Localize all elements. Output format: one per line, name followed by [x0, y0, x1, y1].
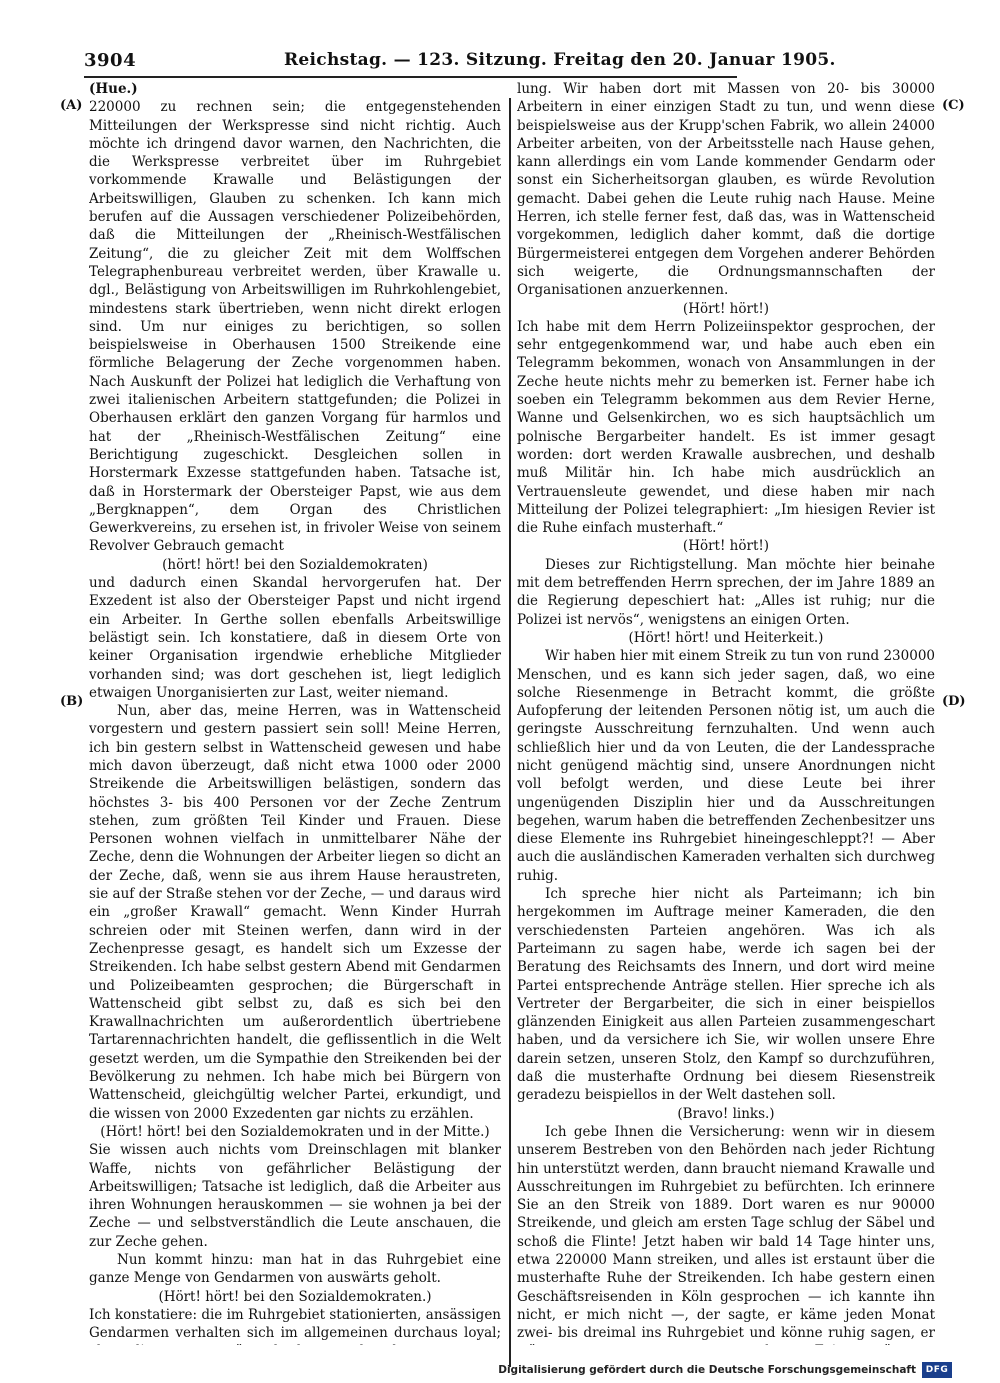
- margin-mark-c: (C): [942, 98, 965, 113]
- speaker-name: (Hue.): [89, 81, 138, 97]
- paragraph: Ich gebe Ihnen die Versicherung: wenn wir in diesem unserem Bestreben von den Behörden nach jeder Richtung hin unterstützt werden, dann braucht niemand Krawalle und Ausschreitungen im Ruhrgebiet zu befürchten. Ich erinnere Sie an den Streik von 1889. Dort waren es nur 90000 Streikende, und gleich am ersten Tage schlug der Säbel und schoß die Flinte! Jetzt haben wir bald 14 Tage hinter uns, etwa 220000 Mann streiken, und alles ist erstaunt über die musterhafte Ruhe der Streikenden. Ich habe gestern einen Geschäftsreisenden in Köln gesprochen — ich kannte ihn nicht, er mich nicht —, der sagte, er käme jeden Monat zwei- bis dreimal ins Ruhrgebiet und könne ruhig sagen, er: [517, 1123, 935, 1342]
- running-head: Reichstag. — 123. Sitzung. Freitag den 20. Januar 1905.: [284, 50, 836, 70]
- paragraph: Ich spreche hier nicht als Parteimann; ich bin hergekommen im Auftrage meiner Kameraden, die den verschiedensten Parteien angehören. Was ich als Parteimann zu sagen habe, werde ich sagen bei der Beratung des Reichsamts des Innern, und dort wird meine Partei entsprechende Anträge stellen. Hier spreche ich als Vertreter der Bergarbeiter, die sich in einer beispiellos glänzenden Einigkeit aus allen Parteien zusammengeschart haben, und da versichere ich Sie, wir wollen unsere Ehre darein setzen, unseren Stolz, den Kampf so durchzuführen, daß die musterhafte Ordnung bei diesem Riesenstreik geradezu beispiellos in der Welt dastehen soll.: [517, 886, 935, 1104]
- header-rule: [84, 76, 737, 78]
- interjection: (Hört! hört! und Heiterkeit.): [628, 629, 824, 646]
- paragraph: Ich konstatiere: die im Ruhrgebiet stationierten, ansässigen Gendarmen verhalten sich im allgemeinen durchaus loyal;: [89, 1306, 501, 1342]
- paragraph: und dadurch einen Skandal hervorgerufen hat. Der Exzedent ist also der Obersteiger Papst und nicht irgend ein Arbeiter. In Gerthe sollen ebenfalls Arbeitswillige belästigt sein. Ich konstatiere, daß in diesem Orte von keiner Organisation irgendwie erhebliche Mitglieder vorhanden sind; was dort geschehen ist, liegt lediglich etwaigen Unorganisierten zur Last, weiter niemand.: [89, 575, 501, 701]
- paragraph: lung. Wir haben dort mit Massen von 20- bis 30000 Arbeitern in einer einzigen Stadt zu tun, und wenn diese beispielsweise aus der Krupp'schen Fabrik, wo allein 24000 Arbeiter arbeiten, von der Arbeitsstelle nach Hause gehen, kann allerdings ein vom Lande kommender Gendarm oder sonst ein Sicherheitsorgan glauben, es würde Revolution gemacht. Dabei gehen die Leute ruhig nach Hause. Meine Herren, ich stelle ferner fest, daß das, was in Wattenscheid vorgekommen, lediglich daher kommt, daß die dortige Bürgermeisterei entgegen dem Vorgehen anderer Behörden sich weigerte, die Ordnungsmannschaften der Organisationen anzuerkennen.: [517, 81, 935, 299]
- interjection: (Hört! hört!): [682, 300, 770, 317]
- paragraph: 220000 zu rechnen sein; die entgegenstehenden Mitteilungen der Werkspresse sind nicht richtig. Auch möchte ich dringend davor warnen, den Nachrichten, die die Werkspresse verbreitet über im Ruhrgebiet vorkommende Krawalle und Belästigungen der Arbeitswilligen, Glauben zu schenken. Ich kann mich berufen auf die Aussagen verschiedener Polizeibehörden, daß die Mitteilungen der „Rheinisch-Westfälischen Zeitung“, die zu gleicher Zeit mit dem Wolffschen Telegraphenbureau verbreitet werden, über Krawalle u. dgl., Belästigung von Arbeitswilligen im Ruhrkohlengebiet, mindestens stark übertrieben, wenn nicht direkt erlogen sind. Um nur einiges zu berichtigen, so sollen beispielsweise in Oberhausen 1500 Streikende eine förmliche Belagerung der Zeche vorgenommen haben. Nach Auskunft der Polizei hat lediglich die Verhaftung von zwei italienischen Arbeitern stattgefunden; die Polizei in Oberhausen erklärt den ganzen Vorgang für harmlos und hat der „Rheinisch-Westfälischen Zeitung“ eine Berichtigung zugeschickt. Desgleichen sollen in Horstermark Exzesse stattgefunden haben. Tatsache ist, daß in Horstermark der Obersteiger Papst, wie aus dem „Bergknappen“, dem Organ des Christlichen Gewerkvereins, zu ersehen ist, in frivoler Weise von seinem Revolver Gebrauch gemacht: [89, 99, 501, 555]
- page-number: 3904: [84, 50, 137, 71]
- paragraph: Nun, aber das, meine Herren, was in Wattenscheid vorgestern und gestern passiert sein soll! Meine Herren, ich bin gestern selbst in Wattenscheid gewesen und habe mich davon überzeugt, daß nicht etwa 1000 oder 2000 Streikende die Arbeitswilligen belästigen, sondern das höchstes 3- bis 400 Personen vor der Zeche Zentrum stehen, zum größten Teil Kinder und Frauen. Diese Personen wohnen vielfach in unmittelbarer Nähe der Zeche, denn die Wohnungen der Arbeiter liegen so dicht an der Zeche, daß, wenn sie aus ihrem Hause heraustreten, sie auf der Straße stehen vor der Zeche, — und daraus wird ein „großer Krawall“ gemacht. Wenn Kinder Hurrah schreien oder mit Steinen werfen, dann wird in der Zechenpresse gesagt, es handelt sich um Exzesse der Streikenden. Ich habe selbst gestern Abend mit Gendarmen und Polizeibeamten gesprochen; die Bürgerschaft in Wattenscheid gibt selbst zu, daß es sich bei den Krawallnachrichten um außerordentlich übertriebene Tartarennachrichten handelt, die geflissentlich in die Welt gesetzt werden, um die Sympathie den Streikenden bei der Bevölkerung zu nehmen. Ich habe mich bei Bürgern von Wattenscheid, gleichgültig welcher Partei, erkundigt, und die wissen von 2000 Exzedenten gar nichts zu erzählen.: [89, 703, 501, 1122]
- right-column: [517, 80, 935, 1345]
- interjection: (Hört! hört! bei den Sozialdemokraten und in der Mitte.): [100, 1123, 490, 1140]
- column-divider: [509, 98, 511, 1367]
- footer: [498, 1361, 952, 1379]
- margin-mark-a: (A): [60, 98, 83, 113]
- margin-mark-d: (D): [942, 694, 966, 709]
- paragraph: Ich habe mit dem Herrn Polizeiinspektor gesprochen, der sehr entgegenkommend war, und habe auch eben ein Telegramm bekommen, wonach von Ansammlungen in der Zeche heute nichts mehr zu bemerken ist. Ferner habe ich soeben ein Telegramm bekommen aus dem Revier Herne, Wanne und Gelsenkirchen, wo es sich hauptsächlich um polnische Bergarbeiter handelt. Es ist immer gesagt worden: dort werden Krawalle ausbrechen, und deshalb muß Militär hin. Ich habe mich ausdrücklich an Vertrauensleute gewendet, und diese haben mir nach Mitteilung der Polizei telegraphiert: „Im hiesigen Revier ist die Ruhe einfach musterhaft.“: [517, 318, 935, 537]
- interjection: (Hört! hört! bei den Sozialdemokraten.): [158, 1288, 432, 1305]
- paragraph: Wir haben hier mit einem Streik zu tun von rund 230000 Menschen, und es kann sich jeder sagen, daß, wo eine solche Riesenmenge in Betracht kommt, die größte Aufopferung der leitenden Personen nötig ist, um auch die geringste Ausschreitung fernzuhalten. Und wenn auch schließlich hier und da von Leuten, die der Landessprache nicht genügend mächtig sind, unsere Anordnungen nicht voll befolgt werden, und diese Leute bei ihrer ungenügenden Disziplin hier und da Ausschreitungen begehen, warum haben die betreffenden Zechenbesitzer uns diese Elemente ins Ruhrgebiet hineingeschleppt?! — Aber auch die ausländischen Kameraden verhalten sich durchweg ruhig.: [517, 648, 935, 884]
- paragraph: Sie wissen auch nichts vom Dreinschlagen mit blanker Waffe, nichts von gefährlicher Belästigung der Arbeitswilligen; Tatsache ist lediglich, daß die Arbeiter aus ihren Wohnungen herauskommen — sie wohnen ja bei der Zeche — und selbstverständlich die Leute anschauen, die zur Zeche gehen.: [89, 1142, 501, 1250]
- interjection: (Hört! hört!): [682, 538, 770, 555]
- dfg-logo[interactable]: DFG: [922, 1362, 952, 1378]
- paragraph: Nun kommt hinzu: man hat in das Ruhrgebiet eine ganze Menge von Gendarmen von auswärts geholt.: [89, 1252, 501, 1287]
- margin-mark-b: (B): [60, 694, 84, 709]
- interjection: (Bravo! links.): [677, 1105, 775, 1122]
- paragraph: Dieses zur Richtigstellung. Man möchte hier beinahe mit dem betreffenden Herrn sprechen, der im Jahre 1889 an die Regierung depeschiert hat: „Alles ist ruhig; nur die Polizei ist nervös“, wenigstens an einigen Orten.: [517, 556, 935, 628]
- interjection: (hört! hört! bei den Sozialdemokraten): [162, 556, 428, 573]
- page-header: [84, 50, 836, 72]
- footer-text: Digitalisierung gefördert durch die Deutsche Forschungsgemeinschaft: [498, 1364, 916, 1376]
- left-column: [89, 80, 501, 1345]
